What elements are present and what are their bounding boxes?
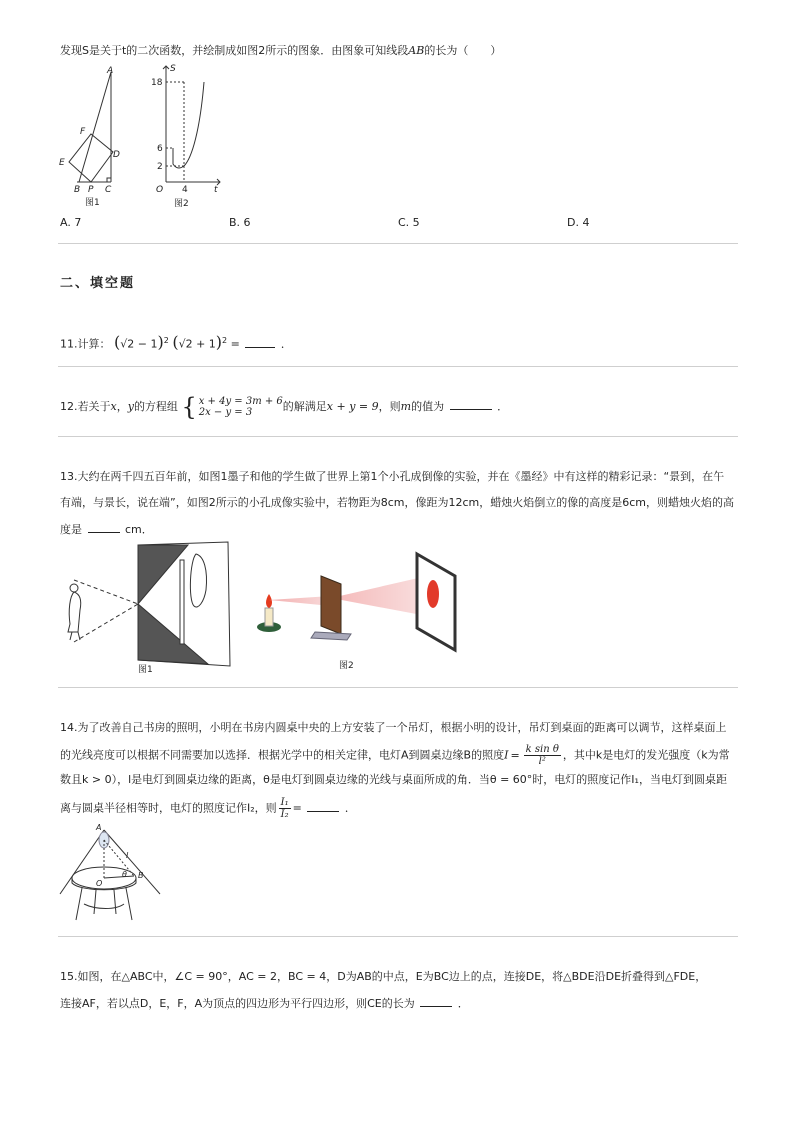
fig14-leg-2 xyxy=(126,888,132,920)
q15-suffix: ． xyxy=(457,997,469,1010)
fig13-person-head xyxy=(70,584,78,592)
q15-line2-text: 连接AF，若以点D，E，F，A为顶点的四边形为平行四边形，则CE的长为 xyxy=(60,997,415,1010)
fig14-leg-4 xyxy=(114,890,116,914)
fig13-board xyxy=(321,576,341,634)
fig13-ray-bottom xyxy=(74,604,138,642)
q14-ratio-den: I₂ xyxy=(280,809,289,820)
q10-stem xyxy=(60,44,501,58)
q12-equation-system: { x + 4y = 3m + 6 2x − y = 3 xyxy=(181,393,283,421)
q14-line3: 数且k > 0），l是电灯到圆桌边缘的距离，θ是电灯到圆桌边缘的光线与桌面所成的角．当θ = 60°时，电灯的照度记作I₁，当电灯到圆桌距 xyxy=(60,773,727,786)
q13-line3-prefix: 度是 xyxy=(60,523,82,536)
q13-fig2-caption: 图2 xyxy=(339,661,354,671)
fig2-label-t: t xyxy=(214,185,218,195)
q14-formula-den: l² xyxy=(538,756,546,767)
q14-formula xyxy=(524,744,561,767)
fig14-leg-1 xyxy=(76,888,82,920)
fig13-flame xyxy=(266,594,272,608)
q12-prefix: 12.若关于 xyxy=(60,400,111,413)
q10-segment: AB xyxy=(408,44,425,57)
q15-line2 xyxy=(60,996,469,1011)
fig14-label-a: A xyxy=(96,823,102,832)
fig14-ray-l xyxy=(104,840,134,876)
fig1-caption: 图1 xyxy=(85,198,100,208)
q12-comma: ， xyxy=(116,400,128,413)
q12-var-y: y xyxy=(127,400,134,413)
q11-sup-b: 2 xyxy=(222,336,228,345)
q10-option-d[interactable]: D. 4 xyxy=(567,216,590,229)
fig14-crossbar xyxy=(84,904,124,909)
q10-option-b[interactable]: B. 6 xyxy=(229,216,251,229)
q13-line2: 有端，与景长，说在端”，如图2所示的小孔成像实验中，若物距为8cm，像距为12cm，蜡烛火焰倒立的像的高度是6cm，则蜡烛火焰的高 xyxy=(60,496,734,509)
q12-mid3: ，则 xyxy=(378,400,401,413)
fig2-label-o: O xyxy=(156,185,164,195)
fig14-leg-3 xyxy=(94,890,96,914)
section-title: 二、填空题 xyxy=(60,276,136,291)
fig1-label-f: F xyxy=(80,127,86,137)
fig1-label-c: C xyxy=(105,185,112,195)
q14-suffix: ． xyxy=(344,801,356,815)
q14-line4-text: 离与圆桌半径相等时，电灯的照度记作I₂，则 xyxy=(60,801,277,815)
q14-formula-num: k sin θ xyxy=(525,744,559,755)
q14-var-i: I xyxy=(504,748,509,762)
fig2-caption: 图2 xyxy=(174,199,189,209)
fig14-label-b: B xyxy=(138,871,144,880)
q11-stem: 11.计算： $(√2 - 1)^2$ $(√2 + 1)^2$ = ． xyxy=(60,332,292,352)
divider xyxy=(58,936,738,937)
q11-prefix: 11.计算： xyxy=(60,337,111,351)
q12-stem xyxy=(60,393,509,421)
divider xyxy=(58,687,738,688)
q14-equals: = xyxy=(510,748,520,762)
q13-line3 xyxy=(60,522,153,537)
q12-equation-1: x + 4y = 3m + 6 xyxy=(198,396,283,407)
fig14-cone-right xyxy=(104,830,160,894)
q10-stem-end: 的长为（ ） xyxy=(424,44,502,57)
q10-option-a[interactable]: A. 7 xyxy=(60,216,82,229)
fig14-label-o: O xyxy=(96,879,103,888)
q12-var-m: m xyxy=(400,400,412,413)
q11-expr-b: √2 + 1 xyxy=(178,337,216,351)
fig1-label-a: A xyxy=(107,66,114,76)
fig13-ray-top xyxy=(74,580,138,604)
q14-line2 xyxy=(60,744,730,767)
fig13-stand xyxy=(311,632,351,640)
q12-end: 的值为 xyxy=(411,400,445,413)
q15-answer-blank[interactable] xyxy=(420,996,452,1007)
q11-sup-a: 2 xyxy=(163,336,169,345)
fig2-label-6: 6 xyxy=(157,144,163,154)
q13-figure1 xyxy=(58,540,238,675)
q12-var-x: x xyxy=(110,400,117,413)
q13-fig1-caption: 图1 xyxy=(138,665,153,675)
divider xyxy=(58,243,738,244)
q11-suffix: ． xyxy=(280,337,292,351)
q12-condition: x + y = 9 xyxy=(326,400,379,413)
q14-figure xyxy=(56,820,166,928)
q10-stem-text: 发现S是关于t的二次函数，并绘制成如图2所示的图象．由图象可知线段 xyxy=(60,44,409,57)
fig1-right-angle xyxy=(107,178,111,182)
fig2-label-2: 2 xyxy=(157,162,163,172)
q14-ratio-num: I₁ xyxy=(280,797,289,808)
q13-line3-unit: cm． xyxy=(125,523,153,536)
fig14-label-theta: θ xyxy=(122,870,127,879)
fig13-person xyxy=(68,592,81,632)
q12-equation-2: 2x − y = 3 xyxy=(198,407,253,418)
q11-answer-blank[interactable] xyxy=(245,337,275,348)
q13-line1: 13.大约在两千四五百年前，如图1墨子和他的学生做了世界上第1个小孔成倒像的实验，并在《墨经》中有这样的精彩记录：“景到，在午 xyxy=(60,470,725,483)
fig13-shade-bottom xyxy=(138,604,208,664)
fig1-label-p: P xyxy=(88,185,94,195)
fig2-label-18: 18 xyxy=(151,78,163,88)
fig13-projected-flame xyxy=(427,580,439,608)
q12-suffix: ． xyxy=(497,400,509,413)
q14-line1: 14.为了改善自己书房的照明，小明在书房内圆桌中央的上方安装了一个吊灯，根据小明的设计，吊灯到桌面的距离可以调节，这样桌面上 xyxy=(60,721,727,734)
q14-ratio xyxy=(279,797,291,820)
divider xyxy=(58,436,738,437)
q12-mid2: 的解满足 xyxy=(282,400,327,413)
divider xyxy=(58,366,738,367)
fig1-label-b: B xyxy=(74,185,81,195)
q13-figure2 xyxy=(255,548,460,674)
q10-option-c[interactable]: C. 5 xyxy=(398,216,420,229)
fig2-label-4: 4 xyxy=(182,185,188,195)
fig14-radius xyxy=(104,876,134,878)
fig2-label-s: S xyxy=(170,64,176,74)
fig1-label-e: E xyxy=(59,158,65,168)
q14-line4-eq: = xyxy=(292,801,302,815)
q13-answer-blank[interactable] xyxy=(88,522,120,533)
fig13-inverted-image xyxy=(190,554,206,607)
fig2-curve xyxy=(173,82,204,168)
fig1-label-d: D xyxy=(113,150,120,160)
q11-equals: = xyxy=(230,337,240,351)
q14-line2-text: 的光线亮度可以根据不同需要加以选择．根据光学中的相关定律，电灯A到圆桌边缘B的照度 xyxy=(60,748,505,762)
q15-line1: 15.如图，在△ABC中，∠C = 90°，AC = 2，BC = 4，D为AB的中点，E为BC边上的点，连接DE，将△BDE沿DE折叠得到△FDE， xyxy=(60,970,707,983)
fig13-candle xyxy=(265,608,273,626)
q14-answer-blank[interactable] xyxy=(307,801,339,812)
fig13-beam-right xyxy=(331,576,427,616)
q14-line4 xyxy=(60,797,356,820)
fig14-label-l: l xyxy=(126,851,129,860)
q14-line2-end: ，其中k是电灯的发光强度（k为常 xyxy=(562,748,730,762)
q11-expr-a: √2 − 1 xyxy=(120,337,158,351)
q12-answer-blank[interactable] xyxy=(450,399,492,410)
q12-mid: 的方程组 xyxy=(133,400,178,413)
q10-figure2 xyxy=(148,60,228,210)
q10-figure1 xyxy=(55,62,135,210)
